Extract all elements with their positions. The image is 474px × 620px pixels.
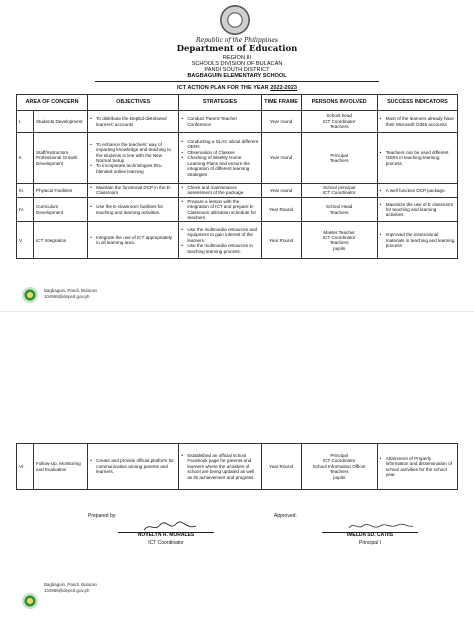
header-republic: Republic of the Philippines	[196, 37, 278, 44]
objective-item: • To distribute the DepEd-distributed learners' accounts	[90, 116, 176, 127]
row-indicators	[377, 444, 457, 490]
person-item: Teachers	[329, 124, 349, 130]
row-persons	[301, 184, 377, 198]
footer-email: 104968@deped.gov.ph	[44, 588, 90, 593]
person-item: ICT Coordinator	[322, 458, 356, 464]
row-objectives	[88, 444, 179, 490]
row-area: Staff/Instructors Professional Growth Development	[34, 133, 88, 184]
indicator-item: • Improved the instructional materials in teaching and learning process	[380, 232, 455, 248]
row-indicators	[377, 222, 457, 259]
action-plan-table	[16, 94, 458, 259]
header-division: SCHOOLS DIVISION OF BULACAN	[191, 61, 283, 67]
row-strategies	[179, 222, 261, 259]
table-row	[17, 133, 458, 184]
strategy-item: • Check and maintenance assessment of the package.	[181, 185, 258, 196]
objective-item: • Use the E-classroom facilities for teaching and learning activities.	[90, 204, 176, 215]
row-area: ICT Integration	[34, 222, 88, 259]
person-item: Teachers	[329, 209, 349, 215]
row-number: V.	[17, 222, 34, 259]
plan-title	[0, 85, 474, 91]
row-objectives	[88, 184, 179, 198]
row-number: II.	[17, 133, 34, 184]
row-objectives	[88, 197, 179, 222]
header-divider	[95, 81, 379, 82]
strategy-item: • Use the multimedia resources in teaching learning process.	[181, 243, 258, 254]
person-item: Principal	[330, 452, 348, 458]
prepared-by-label: Prepared by:	[88, 513, 117, 519]
row-objectives	[88, 111, 179, 133]
row-objectives	[88, 222, 179, 259]
col-header-strategies: STRATEGIES	[179, 95, 261, 111]
indicator-item: • Maximize the use of E classroom for teaching and learning activities	[380, 202, 455, 218]
preparer-role: ICT Coordinator	[148, 540, 184, 546]
person-item: ICT Coordinator	[322, 118, 356, 124]
table-header-row	[17, 95, 458, 111]
person-item: ICT Coordinator	[322, 190, 356, 196]
col-header-objectives: OBJECTIVES	[88, 95, 179, 111]
strategy-item: • Established an official school Facebook page for parents and learners where the activities of school are being updated as well as its achievement and progress.	[181, 453, 258, 480]
preparer-name: NOVELYN R. MORALES	[137, 532, 195, 538]
footer-contact	[44, 582, 97, 594]
row-indicators	[377, 111, 457, 133]
strategy-item: • Conducting a SLAC about different OERs	[181, 139, 258, 150]
table-row	[17, 197, 458, 222]
row-strategies	[179, 133, 261, 184]
indicator-item: • Teachers can be used different OERs in teaching-learning process	[380, 150, 455, 166]
plan-title-year: 2022-2023	[270, 85, 297, 91]
table-row	[17, 222, 458, 259]
col-header-timeframe: TIME FRAME	[261, 95, 301, 111]
header-district: PANDI SOUTH DISTRICT	[204, 67, 270, 73]
row-strategies	[179, 197, 261, 222]
objective-item: • To enhance the teachers' way of imparting knowledge and teaching to the students in line with the New Normal Setup	[90, 142, 176, 164]
footer-contact	[44, 288, 97, 300]
deped-seal-icon	[220, 5, 250, 35]
person-item: Teachers	[329, 469, 349, 475]
col-header-indicators: SUCCESS INDICATORS	[377, 95, 457, 111]
action-plan-table-continued	[16, 443, 458, 490]
table-body	[17, 111, 458, 259]
row-strategies	[179, 444, 261, 490]
row-indicators	[377, 133, 457, 184]
footer-email: 104968@deped.gov.ph	[44, 294, 90, 299]
row-area: Follow-Up, Monitoring and Evaluation	[34, 444, 88, 490]
row-number: I.	[17, 111, 34, 133]
strategy-item: • Conduct Parent-Teacher Conference	[181, 116, 258, 127]
row-persons	[301, 222, 377, 259]
person-item: pupils	[333, 245, 346, 251]
row-number: VI.	[17, 444, 34, 490]
approver-role: Principal I	[359, 540, 381, 546]
header-region: REGION III	[222, 55, 252, 61]
row-area: Physical Facilities	[34, 184, 88, 198]
person-item: Teachers	[329, 158, 349, 163]
row-persons	[301, 197, 377, 222]
indicator-item: • Most of the learners already have their Microsoft O365 accounts	[380, 116, 455, 127]
indicator-item: • A well function DCP package.	[380, 188, 455, 193]
indicator-item: • Attainment of Properly information and dissemination of school activities for the school year.	[380, 456, 455, 478]
row-persons	[301, 133, 377, 184]
row-indicators	[377, 184, 457, 198]
person-item: pupils	[333, 474, 346, 480]
row-number: IV.	[17, 197, 34, 222]
person-item: Teachers	[329, 240, 349, 246]
footer-logo-icon	[22, 593, 38, 609]
objective-item: • Integrate the use of ICT appropriately in all learning area.	[90, 235, 176, 246]
col-header-persons: PERSONS INVOLVED	[301, 95, 377, 111]
header-school: BAGBAGUIN ELEMENTARY SCHOOL	[187, 73, 287, 79]
footer-logo-icon	[22, 287, 38, 303]
approver-signature-icon	[346, 519, 416, 533]
person-item: Master Teacher	[323, 229, 355, 235]
strategy-item: • Checking of Weekly Home Learning Plans and ensure the integration of different learning strategies	[181, 155, 258, 177]
row-strategies	[179, 111, 261, 133]
strategy-item: • Observation of Classes	[181, 150, 258, 155]
row-objectives	[88, 133, 179, 184]
row-persons	[301, 111, 377, 133]
objective-item: • To incorporate technologies thru blended online learning	[90, 163, 176, 174]
row-strategies	[179, 184, 261, 198]
table-row	[17, 184, 458, 198]
plan-title-text: ICT ACTION PLAN FOR THE YEAR	[177, 85, 271, 91]
person-item: ICT Coordinator	[322, 235, 356, 241]
table-row	[17, 444, 458, 490]
row-persons	[301, 444, 377, 490]
person-item: School Information Officer	[312, 463, 366, 469]
row-indicators	[377, 197, 457, 222]
strategy-item: • Use the multimedia resources and equipment to gain interest of the learners.	[181, 227, 258, 243]
person-item: School Head	[326, 204, 353, 210]
row-timeframe: Year round	[261, 111, 301, 133]
person-item: School principal	[322, 185, 356, 190]
row-timeframe: Year Round	[261, 197, 301, 222]
row-area: Students Development	[34, 111, 88, 133]
person-item: School head	[326, 113, 352, 119]
footer-address: Bagbaguin, Pandi, Bulacan	[44, 288, 97, 293]
row-timeframe: Year round	[261, 133, 301, 184]
row-area: Curriculum Development	[34, 197, 88, 222]
header-department: Department of Education	[176, 44, 298, 54]
person-item: Principal	[330, 152, 348, 158]
table-row	[17, 111, 458, 133]
row-number: III.	[17, 184, 34, 198]
objective-item: • Maintain the functional DCP in the E-Classroom	[90, 185, 176, 196]
objective-item: • Create and provide official platform for communication among parents and learners.	[90, 458, 176, 474]
approved-label: Approved:	[274, 513, 297, 519]
strategy-item: • Prepare a lesson with the integration of ICT and prepare E-Classroom utilization schedule for teachers.	[181, 199, 258, 221]
footer-address: Bagbaguin, Pandi, Bulacan	[44, 582, 97, 587]
approver-name: IMELDA SD. CATIIS	[346, 532, 394, 538]
row-timeframe: Year Round	[261, 444, 301, 490]
row-timeframe: Year Round	[261, 222, 301, 259]
row-timeframe: Year round	[261, 184, 301, 198]
col-header-area: AREA OF CONCERN	[17, 95, 88, 111]
